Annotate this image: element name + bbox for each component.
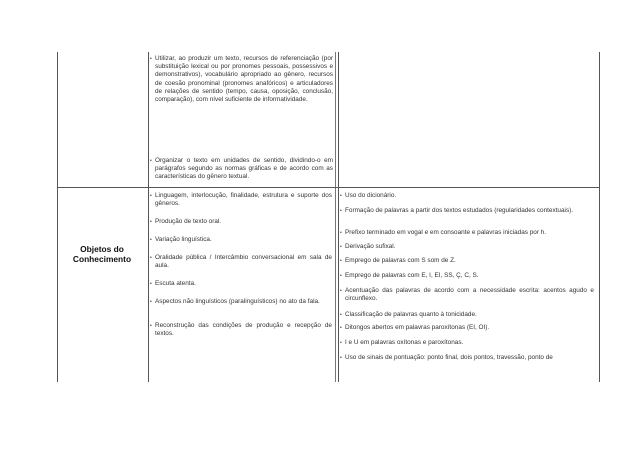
bullet-icon: •: [340, 244, 342, 250]
section-title: Objetos do Conhecimento: [72, 244, 132, 264]
bullet-icon: •: [150, 237, 152, 243]
section-middle-cell: [150, 192, 332, 338]
bullet-icon: •: [340, 325, 342, 331]
column-divider-2a: [335, 52, 336, 382]
bullet-icon: •: [340, 312, 342, 318]
list-item: • Reconstrução das condições de produção e recepção de textos.: [150, 322, 332, 338]
list-item: • Formação de palavras a partir dos textos estudados (regularidades contextuais).: [340, 207, 574, 214]
bullet-icon: •: [340, 273, 342, 279]
list-item: • Organizar o texto em unidades de sentido, dividindo-o em parágrafos segundo as normas gráficas e de acordo com as características do gênero textual.: [150, 157, 333, 181]
section-right-cell: [340, 192, 594, 362]
bullet-icon: •: [150, 56, 152, 62]
bullet-icon: •: [340, 193, 342, 199]
bullet-icon: •: [340, 208, 342, 214]
list-item: • Classificação de palavras quanto à tonicidade.: [340, 311, 477, 318]
list-item: • Produção de texto oral.: [150, 218, 222, 225]
table-border-left: [57, 52, 58, 382]
list-item: • Variação linguística.: [150, 236, 212, 243]
bullet-icon: •: [150, 299, 152, 305]
table-border-right: [599, 52, 600, 382]
column-divider-1: [148, 52, 149, 382]
bullet-icon: •: [150, 281, 152, 287]
list-item: • Prefixo terminado em vogal e em consoante e palavras iniciadas por h.: [340, 229, 547, 236]
bullet-icon: •: [150, 193, 152, 199]
list-item: • Uso de sinais de pontuação: ponto final, dois pontos, travessão, ponto de: [340, 354, 553, 361]
list-item: • Acentuação das palavras de acordo com a necessidade escrita: acentos agudo e circunflexo.: [340, 287, 594, 303]
list-item: • Emprego de palavras com E, I, EI, SS, Ç, C, S.: [340, 272, 479, 279]
bullet-icon: •: [150, 219, 152, 225]
bullet-icon: •: [150, 158, 152, 164]
list-item: • Escuta atenta.: [150, 280, 196, 287]
list-item: • Utilizar, ao produzir um texto, recursos de referenciação (por substituição lexical ou por pronomes pessoais, possessivos e demonstrativos), vocabulário apropriado ao gênero, recursos de coesão pronominal (pronomes anafóricos) e articuladores de relações de sentido (tempo, causa, oposição, conclusão, comparação), com nível suficiente de informatividade.: [150, 55, 333, 104]
list-item: • Uso do dicionário.: [340, 192, 397, 199]
top-middle-cell: [150, 55, 333, 182]
bullet-icon: •: [340, 288, 342, 294]
list-item: • I e U em palavras oxítonas e paroxítonas.: [340, 339, 464, 346]
list-item: • Linguagem, interlocução, finalidade, estrutura e suporte dos gêneros.: [150, 192, 332, 208]
list-item: • Oralidade pública / Intercâmbio conversacional em sala de aula.: [150, 254, 332, 270]
list-item: • Aspectos não linguísticos (paralinguísticos) no ato da fala.: [150, 298, 320, 305]
bullet-icon: •: [340, 355, 342, 361]
bullet-icon: •: [340, 230, 342, 236]
column-divider-2b: [338, 52, 339, 382]
bullet-icon: •: [340, 340, 342, 346]
bullet-icon: •: [340, 258, 342, 264]
list-item: • Emprego de palavras com S som de Z.: [340, 257, 456, 264]
bullet-icon: •: [150, 255, 152, 261]
bullet-icon: •: [150, 323, 152, 329]
row-divider: [57, 187, 600, 188]
list-item: • Derivação sufixal.: [340, 243, 396, 250]
list-item: • Ditongos abertos em palavras paroxítonas (EI, OI).: [340, 324, 490, 331]
